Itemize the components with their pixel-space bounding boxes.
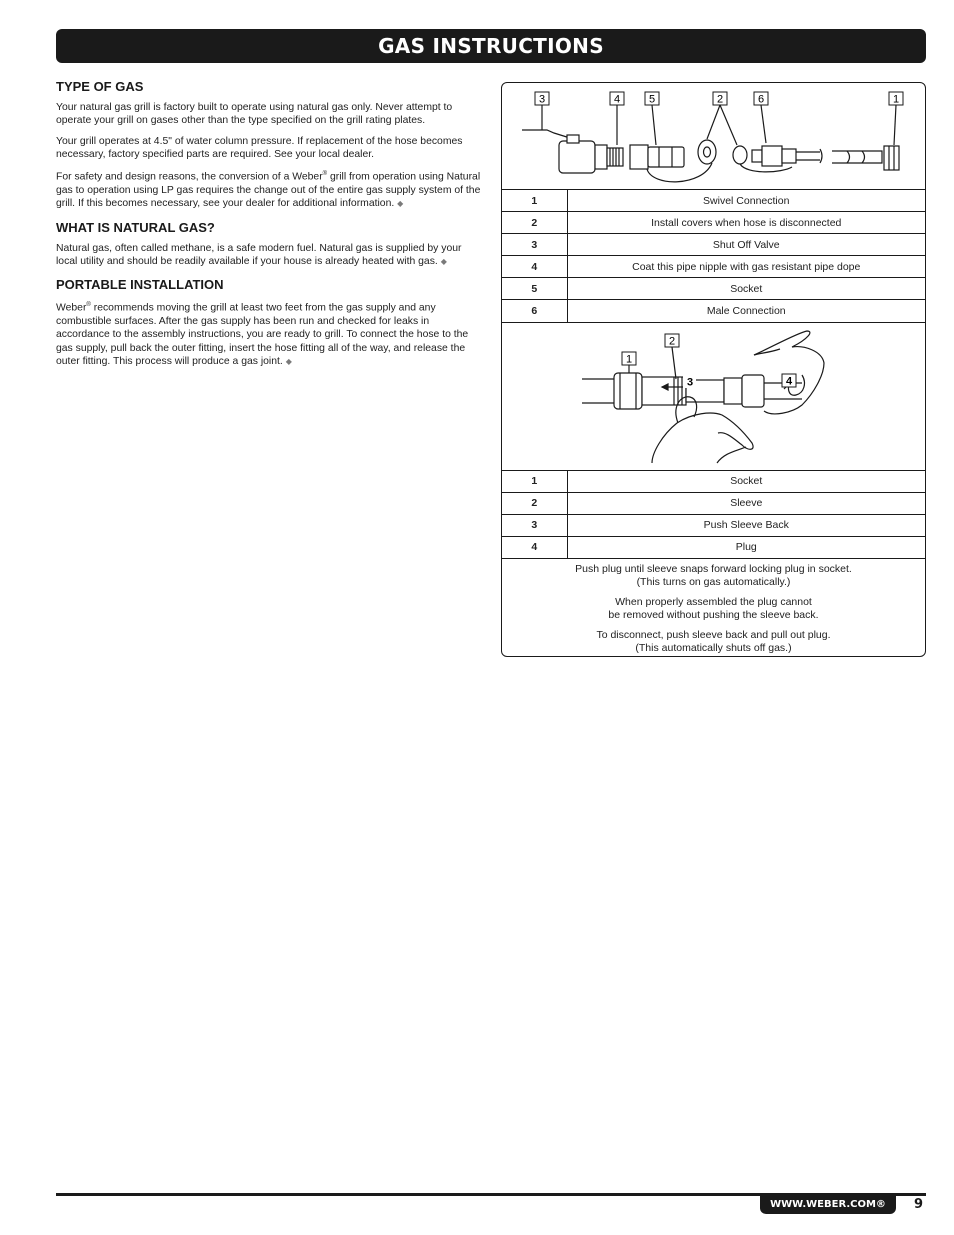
- key-label: Sleeve: [567, 492, 925, 514]
- key-number: 1: [502, 190, 567, 212]
- svg-text:3: 3: [686, 376, 694, 388]
- paragraph: Your natural gas grill is factory built to operate using natural gas only. Never attempt to operate your grill on gases other than the type specified on the grill rating plates.: [56, 102, 453, 127]
- registered-mark: ®: [86, 302, 91, 309]
- page-title: GAS INSTRUCTIONS: [378, 34, 604, 58]
- key-number: 4: [502, 536, 567, 558]
- callout-4: [782, 374, 796, 388]
- note-paragraph: [502, 629, 925, 655]
- table-row: [502, 256, 925, 278]
- key-label: Plug: [567, 536, 925, 558]
- svg-text:3: 3: [538, 93, 546, 106]
- key-number: 6: [502, 300, 567, 322]
- end-mark-icon: ◆: [440, 256, 447, 266]
- note-line: (This turns on gas automatically.): [636, 576, 791, 588]
- note-line: Push plug until sleeve snaps forward locking plug in socket.: [575, 563, 852, 575]
- section-natural-gas: [56, 220, 484, 269]
- note-line: be removed without pushing the sleeve back.: [608, 609, 819, 621]
- callout-group: [535, 92, 903, 106]
- table-row: [502, 514, 925, 536]
- connection-notes: [502, 558, 925, 655]
- paragraph: Your grill operates at 4.5" of water column pressure. If replacement of the hose becomes necessary, factory specified parts are required. See your local dealer.: [56, 135, 463, 160]
- key-label: Coat this pipe nipple with gas resistant pipe dope: [567, 256, 925, 278]
- table-row: [502, 536, 925, 558]
- quick-disconnect-figure: [502, 322, 925, 470]
- key-number: 1: [502, 470, 567, 492]
- svg-text:1: 1: [625, 353, 633, 365]
- section-type-of-gas: [56, 79, 484, 211]
- registered-mark: ®: [322, 171, 328, 178]
- callout-1: [622, 352, 636, 366]
- section-heading: PORTABLE INSTALLATION: [56, 277, 224, 293]
- table-row: [502, 492, 925, 514]
- note-line: (This automatically shuts off gas.): [635, 642, 792, 654]
- key-label: Shut Off Valve: [567, 234, 925, 256]
- paragraph: [56, 168, 484, 210]
- callout-4: [610, 92, 624, 106]
- callout-2: [665, 334, 679, 348]
- svg-text:2: 2: [716, 93, 724, 106]
- callout-3: [535, 92, 549, 106]
- svg-text:5: 5: [648, 93, 656, 106]
- paragraph: [56, 299, 484, 368]
- svg-text:1: 1: [892, 93, 900, 106]
- svg-text:6: 6: [757, 93, 765, 106]
- end-mark-icon: ◆: [285, 356, 292, 366]
- table-row: [502, 234, 925, 256]
- website-url[interactable]: WWW.WEBER.COM®: [760, 1195, 896, 1214]
- hose-assembly-figure: [502, 83, 925, 189]
- text-run: grill from operation using Natural gas to operation using LP gas requires the change out of the entire gas supply system of the grill. If this becomes necessary, see your dealer for additional information.: [56, 171, 481, 210]
- text-run: For safety and design reasons, the conversion of a Weber: [56, 171, 323, 183]
- section-heading: TYPE OF GAS: [56, 79, 144, 94]
- text-run: Weber: [56, 302, 87, 314]
- callout-3: [683, 375, 696, 389]
- callout-1: [889, 92, 903, 106]
- key-number: 4: [502, 256, 567, 278]
- key-label: Install covers when hose is disconnected: [567, 212, 925, 234]
- hose-assembly-illustration: [502, 83, 926, 189]
- note-line: To disconnect, push sleeve back and pull out plug.: [596, 629, 831, 641]
- table-row: [502, 300, 925, 322]
- key-label: Swivel Connection: [567, 190, 925, 212]
- key-number: 2: [502, 492, 567, 514]
- key-label: Push Sleeve Back: [567, 514, 925, 536]
- key-number: 3: [502, 234, 567, 256]
- key-number: 5: [502, 278, 567, 300]
- table-row: [502, 190, 925, 212]
- key-label: Socket: [567, 278, 925, 300]
- table-row: [502, 278, 925, 300]
- quick-disconnect-key-table: [502, 470, 925, 559]
- text-run: Natural gas, often called methane, is a safe modern fuel. Natural gas is supplied by your local utility and should be readily available if your house is already heated with gas.: [56, 242, 462, 267]
- quick-disconnect-illustration: [502, 323, 926, 471]
- left-column: [56, 79, 484, 377]
- svg-text:4: 4: [785, 375, 793, 387]
- callout-5: [645, 92, 659, 106]
- callout-6: [754, 92, 768, 106]
- key-label: Male Connection: [567, 300, 925, 322]
- page-title-bar: [56, 29, 926, 63]
- note-line: When properly assembled the plug cannot: [615, 596, 812, 608]
- svg-text:4: 4: [613, 93, 621, 106]
- diagram-panel: [501, 82, 926, 657]
- section-heading: WHAT IS NATURAL GAS?: [56, 219, 215, 235]
- table-row: [502, 212, 925, 234]
- note-paragraph: [502, 563, 925, 589]
- callout-2: [713, 92, 727, 106]
- key-number: 2: [502, 212, 567, 234]
- section-portable-installation: [56, 277, 484, 368]
- paragraph: [56, 242, 484, 269]
- note-paragraph: [502, 596, 925, 622]
- key-number: 3: [502, 514, 567, 536]
- text-run: recommends moving the grill at least two feet from the gas supply and any combustible surfaces. After the gas supply has been run and checked for leaks in accordance to the assembly instructions, you are ready to grill. To connect the hose to the gas supply, pull back the outer fitting, insert the hose fitting all of the way, and release the outer fitting. This process will produce a gas joint.: [56, 302, 469, 367]
- page-number: 9: [914, 1197, 924, 1212]
- hose-assembly-key-table: [502, 189, 925, 322]
- svg-text:2: 2: [668, 335, 676, 347]
- table-row: [502, 470, 925, 492]
- end-mark-icon: ◆: [397, 199, 404, 209]
- key-label: Socket: [567, 470, 925, 492]
